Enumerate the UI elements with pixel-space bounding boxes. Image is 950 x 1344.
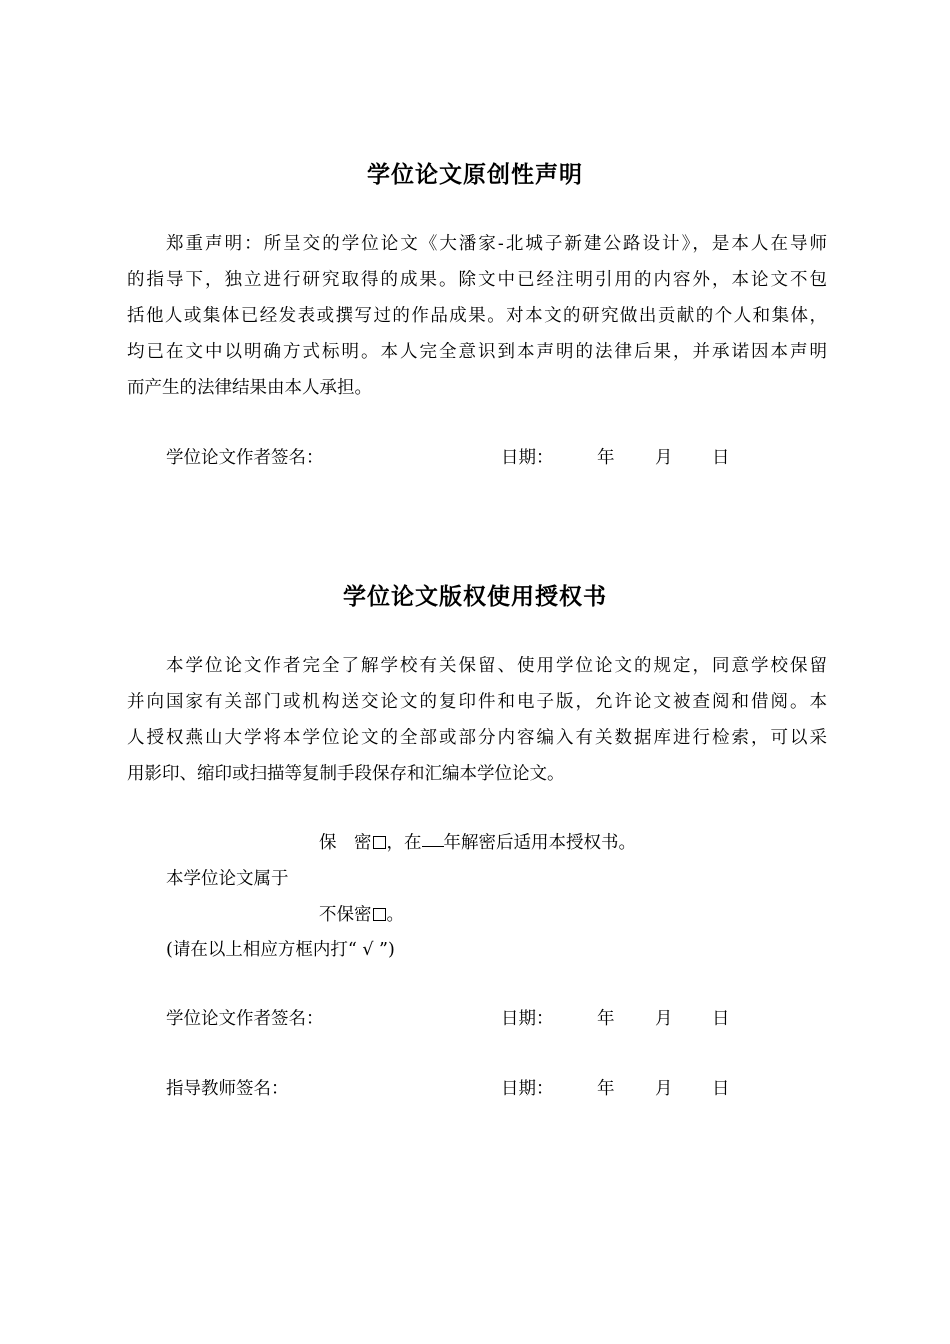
confidential-tail: 年解密后适用本授权书。 [443, 833, 636, 853]
confidential-mid: ，在 [386, 833, 422, 853]
confidential-checkbox[interactable] [373, 836, 386, 849]
nonconfidential-label: 不保密 [319, 905, 372, 925]
advisor-signature-label: 指导教师签名： [166, 1079, 289, 1099]
belongs-label: 本学位论文属于 [166, 869, 289, 889]
nonconfidential-checkbox[interactable] [373, 908, 386, 921]
paragraph-line: 均已在文中以明确方式标明。本人完全意识到本声明的法律后果，并承诺因本声明 [127, 342, 827, 362]
originality-title: 学位论文原创性声明 [367, 162, 583, 188]
paragraph-line: 本学位论文作者完全了解学校有关保留、使用学位论文的规定，同意学校保留 [166, 656, 827, 676]
month-label: 月 [655, 448, 673, 468]
year-label: 年 [597, 448, 615, 468]
date-label: 日期： [501, 448, 554, 468]
paragraph-line: 用影印、缩印或扫描等复制手段保存和汇编本学位论文。 [127, 764, 565, 784]
day-label: 日 [712, 448, 730, 468]
date-label: 日期： [501, 1009, 554, 1029]
month-label: 月 [655, 1079, 673, 1099]
day-label: 日 [712, 1009, 730, 1029]
copyright-paragraph [127, 648, 827, 792]
paragraph-line: 并向国家有关部门或机构送交论文的复印件和电子版，允许论文被查阅和借阅。本 [127, 692, 827, 712]
copyright-title: 学位论文版权使用授权书 [343, 584, 607, 610]
confidential-option [319, 829, 636, 854]
paragraph-line: 的指导下，独立进行研究取得的成果。除文中已经注明引用的内容外，本论文不包 [127, 270, 827, 290]
paragraph-line: 括他人或集体已经发表或撰写过的作品成果。对本文的研究做出贡献的个人和集体， [127, 306, 827, 326]
nonconfidential-tail: 。 [386, 905, 404, 925]
paragraph-line: 人授权燕山大学将本学位论文的全部或部分内容编入有关数据库进行检索，可以采 [127, 728, 827, 748]
paragraph-line: 而产生的法律结果由本人承担。 [127, 378, 372, 398]
confidential-label: 保 密 [319, 833, 372, 853]
nonconfidential-option [319, 901, 404, 926]
author-signature-label: 学位论文作者签名： [166, 448, 324, 468]
month-label: 月 [655, 1009, 673, 1029]
author-signature-label: 学位论文作者签名： [166, 1009, 324, 1029]
day-label: 日 [712, 1079, 730, 1099]
date-label: 日期： [501, 1079, 554, 1099]
originality-paragraph [127, 226, 827, 406]
paragraph-line: 郑重声明：所呈交的学位论文《大潘家-北城子新建公路设计》，是本人在导师 [166, 234, 827, 254]
declassify-years-blank[interactable] [422, 832, 444, 847]
year-label: 年 [597, 1009, 615, 1029]
checkbox-instruction: (请在以上相应方框内打“ √ ”) [166, 940, 395, 960]
year-label: 年 [597, 1079, 615, 1099]
